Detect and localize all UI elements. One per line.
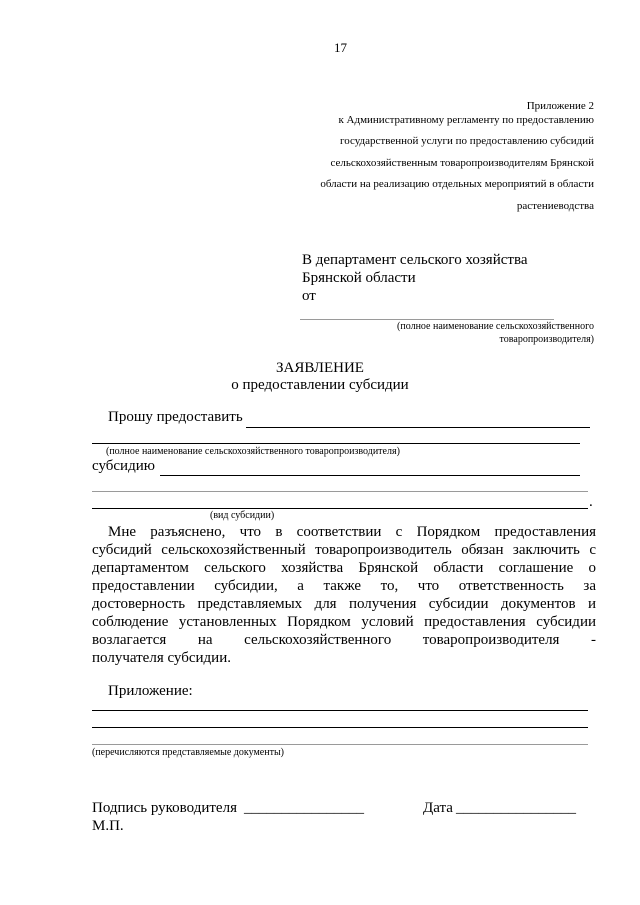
body-line: достоверность представляемых для получения субсидии документов и [92,596,596,612]
signature-blank: ________________ [244,800,364,816]
attachment-caption: (перечисляются представляемые документы) [92,747,285,758]
producer-caption: (полное наименование сельскохозяйственного товаропроизводителя) [106,446,400,457]
subsidy-type-caption: (вид субсидии) [210,510,275,521]
page-number: 17 [334,40,347,55]
date-label: Дата [423,800,453,816]
addressee-caption: (полное наименование сельскохозяйственного [397,321,594,332]
attachment-line [92,744,588,745]
document-title: ЗАЯВЛЕНИЕ [276,360,364,376]
addressee-blank-line [300,319,554,320]
body-line: предоставлении субсидии, а также то, что ответственность за [92,578,596,594]
stamp-label: М.П. [92,818,124,834]
body-line: возлагается на сельскохозяйственного товаропроизводителя - [92,632,596,648]
attachment-label: Приложение: [108,683,193,699]
request-blank-line [246,427,590,428]
body-line: департаментом сельского хозяйства Брянской области соглашение о [92,560,596,576]
appendix-line: сельскохозяйственным товаропроизводителям Брянской [330,157,594,169]
producer-blank-line [92,443,580,444]
addressee-from: от [302,288,316,304]
addressee-line: В департамент сельского хозяйства [302,252,528,268]
attachment-line [92,727,588,728]
subsidy-type-line [92,491,588,492]
addressee-line: Брянской области [302,270,416,286]
signature-label: Подпись руководителя [92,800,237,816]
appendix-title: Приложение 2 [526,100,594,112]
appendix-line: к Административному регламенту по предоставлению [338,114,594,126]
appendix-line: области на реализацию отдельных мероприятий в области [320,178,594,190]
request-text: Прошу предоставить [108,409,243,425]
subsidy-label: субсидию [92,458,155,474]
body-line: соблюдение установленных Порядком условий предоставления субсидии [92,614,596,630]
subsidy-blank-line [160,475,580,476]
period-mark: . [589,494,593,510]
document-subtitle: о предоставлении субсидии [231,377,409,393]
date-blank: ________________ [456,800,576,816]
attachment-line [92,710,588,711]
addressee-caption: товаропроизводителя) [499,334,594,345]
subsidy-type-line [92,508,588,509]
appendix-line: растениеводства [516,200,594,212]
body-line: получателя субсидии. [92,650,231,666]
body-line: Мне разъяснено, что в соответствии с Порядком предоставления [108,524,596,540]
body-line: субсидий сельскохозяйственный товаропроизводитель обязан заключить с [92,542,596,558]
appendix-line: государственной услуги по предоставлению субсидий [340,135,594,147]
